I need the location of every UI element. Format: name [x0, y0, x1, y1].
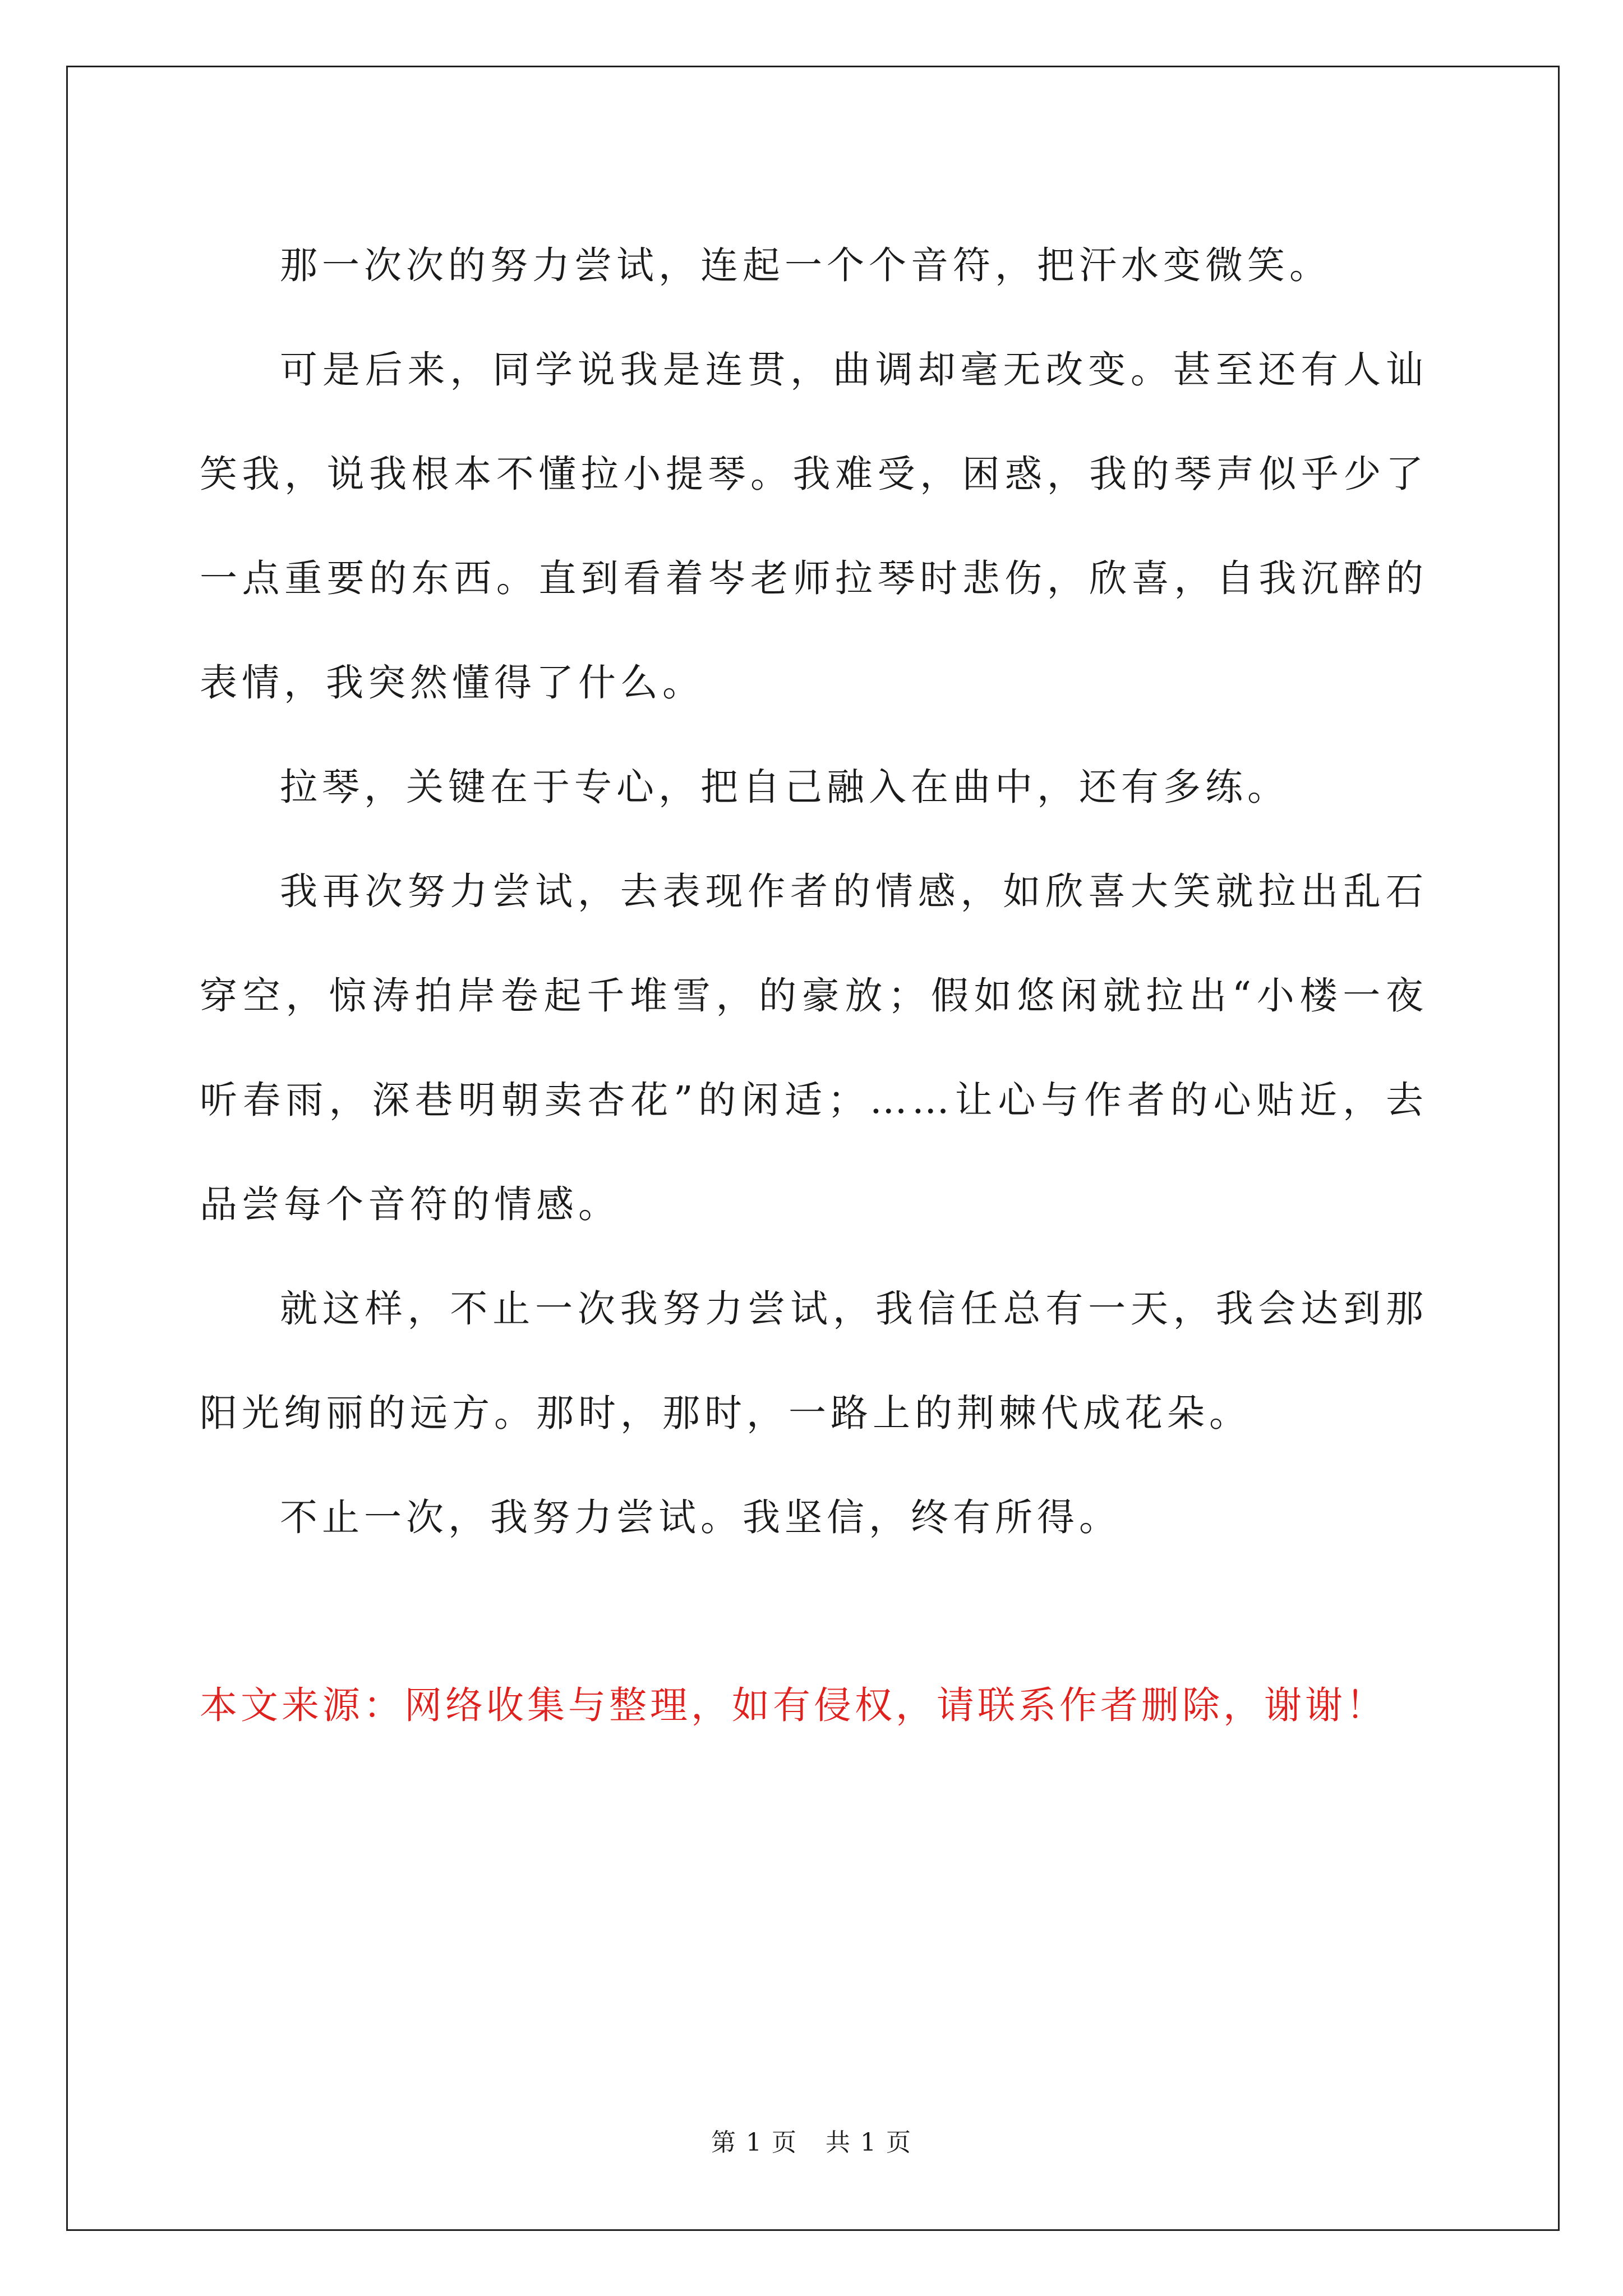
source-note: 本文来源：网络收集与整理，如有侵权，请联系作者删除，谢谢！ [200, 1683, 1387, 1727]
page-footer [0, 2126, 1623, 2160]
paragraph-4: 我再次努力尝试，去表现作者的情感，如欣喜大笑就拉出乱石穿空，惊涛拍岸卷起千堆雪，的豪放；假如悠闲就拉出“小楼一夜听春雨，深巷明朝卖杏花”的闲适；……让心与作者的心贴近，去品尝每个音符的情感。 [200, 869, 1428, 1226]
paragraph-6: 不止一次，我努力尝试。我坚信，终有所得。 [280, 1496, 1121, 1539]
document-body [200, 213, 1428, 1570]
paragraph-5: 就这样，不止一次我努力尝试，我信任总有一天，我会达到那阳光绚丽的远方。那时，那时，一路上的荆棘代成花朵。 [200, 1287, 1428, 1435]
paragraph-3: 拉琴，关键在于专心，把自己融入在曲中，还有多练。 [280, 765, 1289, 809]
paragraph-1: 那一次次的努力尝试，连起一个个音符，把汗水变微笑。 [280, 243, 1331, 287]
page-number-total: 共 1 页 [826, 2128, 912, 2157]
paragraph-2: 可是后来，同学说我是连贯，曲调却毫无改变。甚至还有人讪笑我，说我根本不懂拉小提琴。我难受，困惑，我的琴声似乎少了一点重要的东西。直到看着岑老师拉琴时悲伤，欣喜，自我沉醉的表情，我突然懂得了什么。 [200, 348, 1428, 705]
page-number-current: 第 1 页 [711, 2128, 797, 2157]
